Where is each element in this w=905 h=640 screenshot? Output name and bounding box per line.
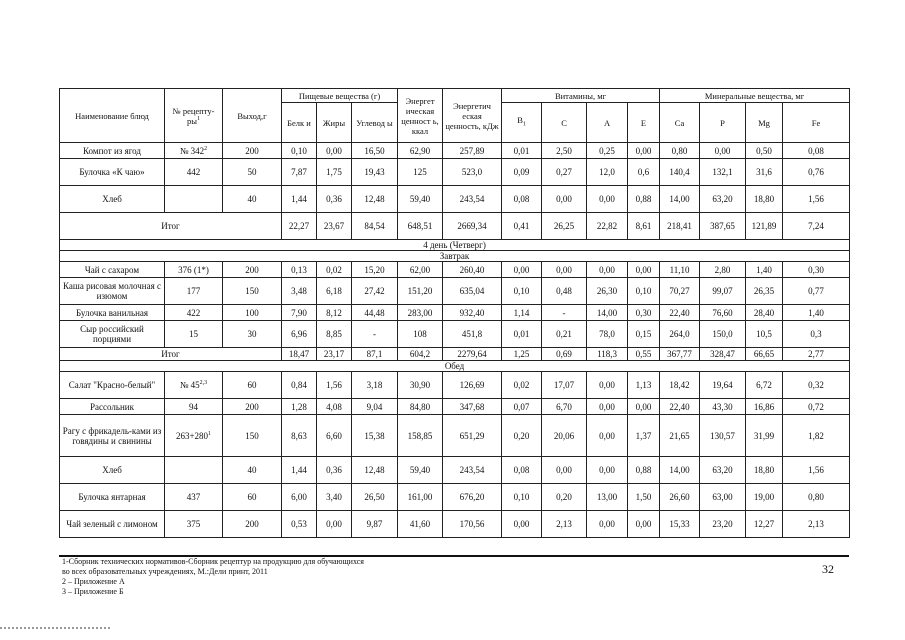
recipe-number: $263+280^1$ — [165, 415, 223, 457]
header-carbs: Углевод ы — [352, 103, 398, 143]
nutrient-value: 126,69 — [443, 372, 502, 399]
recipe-number: 375 — [165, 511, 223, 538]
nutrient-value: 0,00 — [317, 143, 352, 159]
table-row — [60, 262, 850, 278]
total-value: 7,24 — [783, 213, 850, 240]
header-fat: Жиры — [317, 103, 352, 143]
nutrient-value: 7,90 — [282, 305, 317, 321]
nutrient-value: 1,37 — [628, 415, 660, 457]
dish-name: Каша рисовая молочная с изюмом — [60, 278, 165, 305]
scan-artifact — [0, 627, 110, 629]
nutrient-value: 0,00 — [587, 399, 628, 415]
nutrient-value: 0,76 — [783, 159, 850, 186]
total-value: 2,77 — [783, 348, 850, 361]
nutrient-value: 1,44 — [282, 186, 317, 213]
header-c: C — [542, 103, 587, 143]
recipe-number: № 45$^{2,3}$ — [165, 372, 223, 399]
nutrient-value: 31,6 — [746, 159, 783, 186]
table-row — [60, 399, 850, 415]
nutrient-value: 140,4 — [660, 159, 700, 186]
yield-value: 40 — [223, 186, 282, 213]
nutrient-value: 2,50 — [542, 143, 587, 159]
nutrient-value: 0,09 — [502, 159, 542, 186]
footnotes — [62, 557, 364, 597]
nutrient-value: 19,64 — [700, 372, 746, 399]
header-energy-kcal: Энергет ическая ценност ь, ккал — [398, 89, 443, 143]
total-value: 66,65 — [746, 348, 783, 361]
nutrient-value: 151,20 — [398, 278, 443, 305]
nutrient-value: 0,30 — [783, 262, 850, 278]
nutrient-value: 1,40 — [783, 305, 850, 321]
yield-value: 200 — [223, 143, 282, 159]
recipe-number: 177 — [165, 278, 223, 305]
recipe-number: 376 (1*) — [165, 262, 223, 278]
nutrient-value: 108 — [398, 321, 443, 348]
nutrient-value: 43,30 — [700, 399, 746, 415]
total-value: 87,1 — [352, 348, 398, 361]
nutrient-value: 6,70 — [542, 399, 587, 415]
nutrient-value: 26,60 — [660, 484, 700, 511]
header-minerals: Минеральные вещества, мг — [660, 89, 850, 103]
nutrient-value: 63,20 — [700, 457, 746, 484]
nutrient-value: 0,01 — [502, 143, 542, 159]
nutrient-value: 0,88 — [628, 457, 660, 484]
nutrient-value: 1,75 — [317, 159, 352, 186]
nutrient-value: 0,00 — [317, 511, 352, 538]
header-p: P — [700, 103, 746, 143]
table-row — [60, 143, 850, 159]
recipe-number — [165, 186, 223, 213]
nutrient-value: 0,27 — [542, 159, 587, 186]
nutrient-value: 158,85 — [398, 415, 443, 457]
total-value: 604,2 — [398, 348, 443, 361]
nutrient-value: 161,00 — [398, 484, 443, 511]
total-row — [60, 213, 850, 240]
day-heading — [60, 240, 850, 251]
recipe-number: 422 — [165, 305, 223, 321]
nutrient-value: 18,80 — [746, 186, 783, 213]
dish-name: Чай зеленый с лимоном — [60, 511, 165, 538]
nutrient-value: 62,00 — [398, 262, 443, 278]
nutrient-value: 347,68 — [443, 399, 502, 415]
recipe-number: 94 — [165, 399, 223, 415]
nutrient-value: 26,50 — [352, 484, 398, 511]
nutrient-value: 0,88 — [628, 186, 660, 213]
total-row — [60, 348, 850, 361]
nutrient-value: 451,8 — [443, 321, 502, 348]
nutrient-value: 30,90 — [398, 372, 443, 399]
total-value: 22,27 — [282, 213, 317, 240]
nutrient-value: 28,40 — [746, 305, 783, 321]
total-value: 367,77 — [660, 348, 700, 361]
dish-name: Салат "Красно-белый" — [60, 372, 165, 399]
recipe-number — [165, 457, 223, 484]
nutrient-value: 6,72 — [746, 372, 783, 399]
nutrient-value: 59,40 — [398, 186, 443, 213]
nutrient-value: 1,13 — [628, 372, 660, 399]
nutrient-value: 2,13 — [783, 511, 850, 538]
footnote-1-cont: во всех образовательных учреждениях, М.:Дели принт, 2011 — [62, 567, 268, 576]
nutrient-value: 99,07 — [700, 278, 746, 305]
nutrient-value: 0,77 — [783, 278, 850, 305]
yield-value: 50 — [223, 159, 282, 186]
nutrient-value: - — [542, 305, 587, 321]
nutrient-value: 17,07 — [542, 372, 587, 399]
table-row — [60, 159, 850, 186]
nutrient-value: 0,00 — [542, 186, 587, 213]
total-value: 26,25 — [542, 213, 587, 240]
nutrient-value: 0,07 — [502, 399, 542, 415]
nutrient-value: 0,36 — [317, 457, 352, 484]
nutrient-value: 14,00 — [660, 457, 700, 484]
nutrient-value: 0,00 — [587, 372, 628, 399]
nutrient-value: 3,18 — [352, 372, 398, 399]
nutrient-value: 14,00 — [660, 186, 700, 213]
nutrient-value: 0,84 — [282, 372, 317, 399]
recipe-number: 437 — [165, 484, 223, 511]
header-b1: $B_1$ — [502, 103, 542, 143]
yield-value: 150 — [223, 278, 282, 305]
nutrient-value: 8,12 — [317, 305, 352, 321]
total-value: 0,69 — [542, 348, 587, 361]
nutrient-value: 125 — [398, 159, 443, 186]
nutrient-value: 16,50 — [352, 143, 398, 159]
nutrient-value: 260,40 — [443, 262, 502, 278]
header-yield: Выход,г — [223, 89, 282, 143]
nutrient-value: 14,00 — [587, 305, 628, 321]
nutrient-value: 0,32 — [783, 372, 850, 399]
header-dish: Наименование блюд — [60, 89, 165, 143]
nutrient-value: 676,20 — [443, 484, 502, 511]
nutrient-value: 7,87 — [282, 159, 317, 186]
nutrient-value: 2,13 — [542, 511, 587, 538]
nutrient-value: 26,35 — [746, 278, 783, 305]
nutrient-value: 1,28 — [282, 399, 317, 415]
nutrient-value: 0,08 — [502, 457, 542, 484]
nutrient-value: 150,0 — [700, 321, 746, 348]
table-row — [60, 457, 850, 484]
yield-value: 200 — [223, 511, 282, 538]
total-value: 118,3 — [587, 348, 628, 361]
nutrient-value: 243,54 — [443, 186, 502, 213]
nutrient-value: 0,21 — [542, 321, 587, 348]
nutrient-value: 11,10 — [660, 262, 700, 278]
table-row — [60, 372, 850, 399]
nutrient-value: 78,0 — [587, 321, 628, 348]
header-fe: Fe — [783, 103, 850, 143]
nutrient-value: 0,10 — [628, 278, 660, 305]
table-row — [60, 186, 850, 213]
nutrient-value: 27,42 — [352, 278, 398, 305]
nutrient-value: 15,20 — [352, 262, 398, 278]
nutrient-value: 932,40 — [443, 305, 502, 321]
nutrient-value: 130,57 — [700, 415, 746, 457]
nutrient-value: 19,00 — [746, 484, 783, 511]
nutrient-value: 523,0 — [443, 159, 502, 186]
nutrient-value: 1,56 — [783, 457, 850, 484]
nutrient-value: 19,43 — [352, 159, 398, 186]
nutrient-value: 6,60 — [317, 415, 352, 457]
total-value: 84,54 — [352, 213, 398, 240]
nutrition-table — [59, 88, 850, 538]
nutrient-value: 6,00 — [282, 484, 317, 511]
nutrient-value: 0,50 — [746, 143, 783, 159]
nutrient-value: 0,00 — [700, 143, 746, 159]
total-value: 648,51 — [398, 213, 443, 240]
dish-name: Булочка «К чаю» — [60, 159, 165, 186]
total-value: 328,47 — [700, 348, 746, 361]
nutrient-value: 6,96 — [282, 321, 317, 348]
nutrient-value: 26,30 — [587, 278, 628, 305]
table-row — [60, 484, 850, 511]
nutrient-value: 1,56 — [317, 372, 352, 399]
nutrient-value: 22,40 — [660, 399, 700, 415]
nutrient-value: 0,53 — [282, 511, 317, 538]
nutrient-value: 0,01 — [502, 321, 542, 348]
nutrient-value: 1,82 — [783, 415, 850, 457]
recipe-number: № $342^2$ — [165, 143, 223, 159]
nutrient-value: 0,00 — [502, 262, 542, 278]
header-vitamins: Витамины, мг — [502, 89, 660, 103]
total-label: Итог — [60, 213, 282, 240]
yield-value: 200 — [223, 262, 282, 278]
nutrient-value: 18,80 — [746, 457, 783, 484]
nutrient-value: 651,29 — [443, 415, 502, 457]
nutrient-value: 44,48 — [352, 305, 398, 321]
total-value: 23,17 — [317, 348, 352, 361]
footnote-2: 2 – Приложение А — [62, 577, 125, 586]
nutrient-value: 4,08 — [317, 399, 352, 415]
nutrient-value: 12,0 — [587, 159, 628, 186]
nutrient-value: 0,02 — [502, 372, 542, 399]
nutrient-value: 283,00 — [398, 305, 443, 321]
nutrient-value: 0,00 — [587, 415, 628, 457]
nutrient-value: 257,89 — [443, 143, 502, 159]
yield-value: 30 — [223, 321, 282, 348]
total-value: 2279,64 — [443, 348, 502, 361]
nutrient-value: 264,0 — [660, 321, 700, 348]
nutrient-value: 0,10 — [502, 278, 542, 305]
nutrient-value: 1,14 — [502, 305, 542, 321]
nutrient-value: 0,00 — [628, 399, 660, 415]
dish-name: Рассольник — [60, 399, 165, 415]
nutrient-value: 31,99 — [746, 415, 783, 457]
dish-name: Чай с сахаром — [60, 262, 165, 278]
dish-name: Хлеб — [60, 457, 165, 484]
yield-value: 200 — [223, 399, 282, 415]
nutrient-value: 0,10 — [502, 484, 542, 511]
nutrient-value: 0,72 — [783, 399, 850, 415]
nutrient-value: 76,60 — [700, 305, 746, 321]
nutrient-value: 0,00 — [628, 262, 660, 278]
dish-name: Компот из ягод — [60, 143, 165, 159]
table-row — [60, 511, 850, 538]
nutrient-value: 0,00 — [587, 457, 628, 484]
header-energy-kj: Энергетич еская ценность, кДж — [443, 89, 502, 143]
nutrient-value: 0,00 — [587, 262, 628, 278]
header-e: E — [628, 103, 660, 143]
total-value: 23,67 — [317, 213, 352, 240]
total-value: 2669,34 — [443, 213, 502, 240]
nutrient-value: 0,00 — [542, 457, 587, 484]
nutrient-value: 15,33 — [660, 511, 700, 538]
nutrient-value: 62,90 — [398, 143, 443, 159]
nutrient-value: 9,87 — [352, 511, 398, 538]
nutrient-value: 1,50 — [628, 484, 660, 511]
day-heading-label: 4 день (Четверг) — [60, 240, 850, 251]
total-label: Итог — [60, 348, 282, 361]
nutrient-value: 0,00 — [587, 511, 628, 538]
nutrient-value: 0,10 — [282, 143, 317, 159]
dish-name: Булочка янтарная — [60, 484, 165, 511]
nutrient-value: 1,40 — [746, 262, 783, 278]
nutrient-value: 70,27 — [660, 278, 700, 305]
total-value: 387,65 — [700, 213, 746, 240]
dish-name: Булочка ванильная — [60, 305, 165, 321]
nutrient-value: 3,40 — [317, 484, 352, 511]
breakfast-heading-label: Завтрак — [60, 251, 850, 262]
nutrient-value: 15,38 — [352, 415, 398, 457]
nutrient-value: 132,1 — [700, 159, 746, 186]
header-protein: Белк и — [282, 103, 317, 143]
nutrient-value: 0,48 — [542, 278, 587, 305]
recipe-number: 442 — [165, 159, 223, 186]
nutrient-value: 0,25 — [587, 143, 628, 159]
table-row — [60, 278, 850, 305]
recipe-number: 15 — [165, 321, 223, 348]
nutrient-value: 0,36 — [317, 186, 352, 213]
nutrient-value: 63,20 — [700, 186, 746, 213]
nutrient-value: 10,5 — [746, 321, 783, 348]
menu-page — [59, 88, 849, 538]
nutrient-value: - — [352, 321, 398, 348]
nutrient-value: 63,00 — [700, 484, 746, 511]
nutrient-value: 8,85 — [317, 321, 352, 348]
nutrient-value: 8,63 — [282, 415, 317, 457]
nutrient-value: 170,56 — [443, 511, 502, 538]
nutrient-value: 243,54 — [443, 457, 502, 484]
nutrient-value: 18,42 — [660, 372, 700, 399]
total-value: 1,25 — [502, 348, 542, 361]
lunch-heading — [60, 361, 850, 372]
nutrient-value: 0,6 — [628, 159, 660, 186]
nutrient-value: 3,48 — [282, 278, 317, 305]
breakfast-heading — [60, 251, 850, 262]
nutrient-value: 0,00 — [542, 262, 587, 278]
table-row — [60, 305, 850, 321]
nutrient-value: 59,40 — [398, 457, 443, 484]
nutrient-value: 2,80 — [700, 262, 746, 278]
yield-value: 100 — [223, 305, 282, 321]
nutrient-value: 0,00 — [628, 143, 660, 159]
yield-value: 40 — [223, 457, 282, 484]
footnote-1: 1-Сборник технических нормативов-Сборник рецептур на продукцию для обучающихся — [62, 557, 364, 566]
nutrient-value: 9,04 — [352, 399, 398, 415]
nutrient-value: 0,80 — [660, 143, 700, 159]
nutrient-value: 1,44 — [282, 457, 317, 484]
nutrient-value: 12,48 — [352, 457, 398, 484]
nutrient-value: 0,13 — [282, 262, 317, 278]
nutrient-value: 21,65 — [660, 415, 700, 457]
dish-name: Хлеб — [60, 186, 165, 213]
total-value: 22,82 — [587, 213, 628, 240]
nutrient-value: 0,00 — [628, 511, 660, 538]
nutrient-value: 12,48 — [352, 186, 398, 213]
total-value: 0,55 — [628, 348, 660, 361]
total-value: 18,47 — [282, 348, 317, 361]
nutrient-value: 0,00 — [502, 511, 542, 538]
nutrient-value: 84,80 — [398, 399, 443, 415]
nutrient-value: 16,86 — [746, 399, 783, 415]
nutrient-value: 0,08 — [502, 186, 542, 213]
nutrient-value: 0,30 — [628, 305, 660, 321]
nutrient-value: 0,08 — [783, 143, 850, 159]
nutrient-value: 0,3 — [783, 321, 850, 348]
page-number: 32 — [822, 562, 834, 576]
dish-name: Рагу с фрикадель-ками из говядины и свинины — [60, 415, 165, 457]
header-nutrients: Пищевые вещества (г) — [282, 89, 398, 103]
dish-name: Сыр российский порциями — [60, 321, 165, 348]
yield-value: 60 — [223, 484, 282, 511]
nutrient-value: 635,04 — [443, 278, 502, 305]
nutrient-value: 1,56 — [783, 186, 850, 213]
lunch-heading-label: Обед — [60, 361, 850, 372]
table-body — [60, 143, 850, 538]
nutrient-value: 0,20 — [542, 484, 587, 511]
total-value: 8,61 — [628, 213, 660, 240]
header-recipe: № рецепту-$ры^1$ — [165, 89, 223, 143]
footnote-3: 3 – Приложение Б — [62, 587, 124, 596]
nutrient-value: 0,02 — [317, 262, 352, 278]
header-mg: Mg — [746, 103, 783, 143]
nutrient-value: 6,18 — [317, 278, 352, 305]
nutrient-value: 20,06 — [542, 415, 587, 457]
nutrient-value: 23,20 — [700, 511, 746, 538]
nutrient-value: 0,15 — [628, 321, 660, 348]
nutrient-value: 0,00 — [587, 186, 628, 213]
nutrient-value: 12,27 — [746, 511, 783, 538]
nutrient-value: 13,00 — [587, 484, 628, 511]
table-row — [60, 415, 850, 457]
nutrient-value: 0,80 — [783, 484, 850, 511]
total-value: 218,41 — [660, 213, 700, 240]
table-row — [60, 321, 850, 348]
yield-value: 150 — [223, 415, 282, 457]
yield-value: 60 — [223, 372, 282, 399]
nutrient-value: 22,40 — [660, 305, 700, 321]
total-value: 121,89 — [746, 213, 783, 240]
header-ca: Ca — [660, 103, 700, 143]
total-value: 0,41 — [502, 213, 542, 240]
header-a: A — [587, 103, 628, 143]
nutrient-value: 0,20 — [502, 415, 542, 457]
nutrient-value: 41,60 — [398, 511, 443, 538]
